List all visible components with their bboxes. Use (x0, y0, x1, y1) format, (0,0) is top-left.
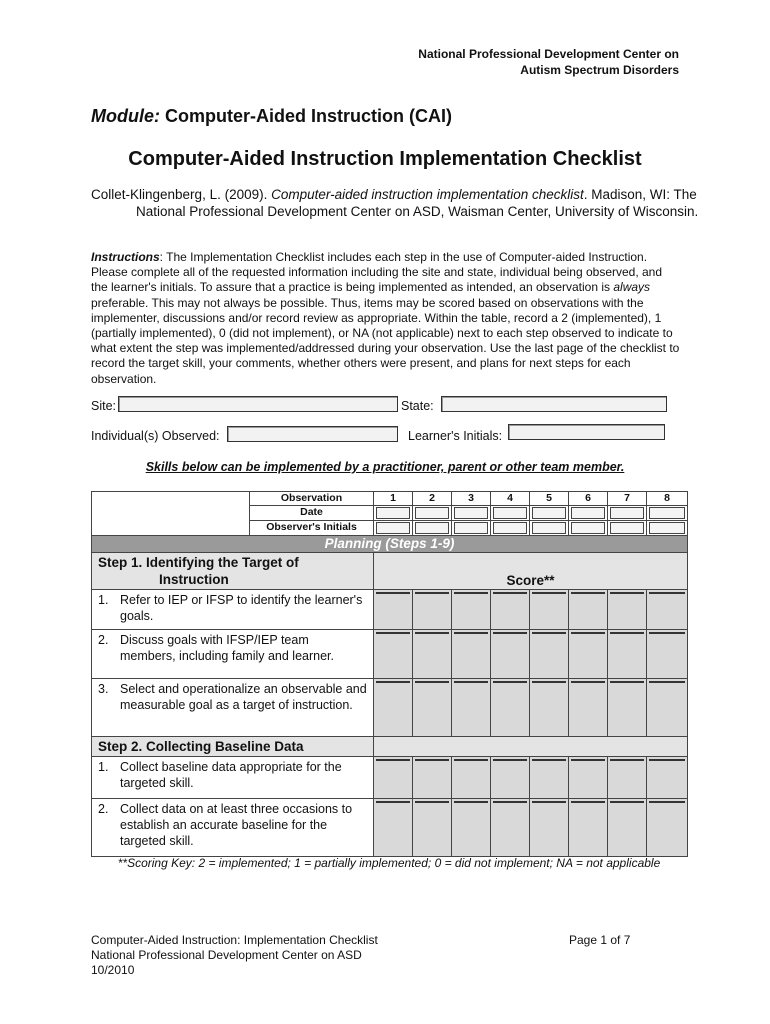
score-input[interactable] (571, 681, 605, 683)
score-input[interactable] (649, 681, 685, 683)
instructions-text-2: preferable. This may not always be possible. Thus, items may be scored based on observations with the implementer, discussions and/or record review as appropriate. Within the table, record a 2 (implemented), 1 (partially implemented), 0 (did not implement), or NA (not applicable) next to each step observed to indicate to what extent the step was implemented/addressed during your observation. Use the last page of the checklist to record the target skill, your comments, whether others were present, and plans for next steps for each observation. (91, 295, 680, 386)
org-line-2: Autism Spectrum Disorders (520, 63, 679, 77)
observation-label: Observation (250, 492, 374, 506)
instructions-label: Instructions (91, 250, 160, 264)
checklist-item: 1. Refer to IEP or IFSP to identify the learner's goals. (92, 590, 374, 630)
observation-number: 7 (608, 492, 647, 506)
observer-initials-input[interactable] (376, 522, 410, 534)
score-input[interactable] (376, 632, 410, 634)
observation-number: 4 (491, 492, 530, 506)
table-row (92, 590, 688, 630)
score-input[interactable] (571, 592, 605, 594)
score-input[interactable] (454, 681, 488, 683)
observer-initials-input[interactable] (610, 522, 644, 534)
table-row (92, 799, 688, 857)
footer-line-2: National Professional Development Center on ASD (91, 948, 362, 962)
org-line-1: National Professional Development Center on (418, 47, 679, 61)
footer (91, 933, 378, 978)
module-title (91, 106, 452, 127)
date-input[interactable] (454, 507, 488, 519)
observer-initials-input[interactable] (571, 522, 605, 534)
individual-observed-input[interactable] (227, 426, 398, 442)
page-number: Page 1 of 7 (569, 933, 631, 947)
observation-number: 2 (413, 492, 452, 506)
observer-initials-label: Observer's Initials (250, 521, 374, 536)
organization-header (418, 46, 679, 78)
citation-work: Computer-aided instruction implementation checklist (271, 187, 584, 202)
score-input[interactable] (376, 592, 410, 594)
date-input[interactable] (493, 507, 527, 519)
observer-initials-input[interactable] (649, 522, 685, 534)
score-input[interactable] (376, 801, 410, 803)
header-blank (92, 492, 250, 536)
learner-initials-input[interactable] (508, 424, 665, 440)
score-input[interactable] (532, 759, 566, 761)
citation (91, 186, 736, 220)
citation-publisher: . Madison, WI: The National Professional Development Center on ASD, Waisman Center, University of Wisconsin. (136, 187, 699, 219)
step-1-title-line-2: Instruction (159, 572, 229, 587)
citation-authors: Collet-Klingenberg, L. (2009). (91, 187, 272, 202)
individual-observed-label: Individual(s) Observed: (91, 429, 220, 443)
score-input[interactable] (493, 681, 527, 683)
module-label: Module: (91, 106, 160, 126)
observation-number: 5 (530, 492, 569, 506)
score-input[interactable] (610, 759, 644, 761)
score-input[interactable] (532, 681, 566, 683)
state-label: State: (401, 399, 434, 413)
score-input[interactable] (571, 759, 605, 761)
item-text: Collect data on at least three occasions to establish an accurate baseline for the targeted skill. (120, 802, 353, 848)
score-input[interactable] (649, 759, 685, 761)
score-input[interactable] (610, 592, 644, 594)
score-input[interactable] (532, 801, 566, 803)
observation-row (92, 492, 688, 506)
observer-initials-input[interactable] (532, 522, 566, 534)
observation-number: 1 (374, 492, 413, 506)
score-input[interactable] (649, 801, 685, 803)
score-input[interactable] (415, 632, 449, 634)
observation-number: 6 (569, 492, 608, 506)
score-input[interactable] (454, 759, 488, 761)
score-input[interactable] (415, 759, 449, 761)
score-input[interactable] (610, 681, 644, 683)
implementation-checklist-table (91, 491, 688, 857)
page-title: Computer-Aided Instruction Implementation Checklist (128, 148, 642, 170)
score-input[interactable] (649, 632, 685, 634)
state-input[interactable] (441, 396, 667, 412)
score-input[interactable] (532, 592, 566, 594)
observer-initials-input[interactable] (415, 522, 449, 534)
module-name: Computer-Aided Instruction (CAI) (165, 106, 452, 126)
date-input[interactable] (610, 507, 644, 519)
instructions-text-1: : The Implementation Checklist includes each step in the use of Computer-aided Instruction. Please complete all of the requested information including the site and state, individual being observed, and the learner's initials. To assure that a practice is being implemented as intended, an observation is (91, 250, 663, 295)
step-2-score-header (374, 737, 688, 757)
score-header: Score** (374, 553, 688, 590)
section-planning: Planning (Steps 1-9) (92, 536, 688, 553)
score-input[interactable] (376, 759, 410, 761)
date-input[interactable] (415, 507, 449, 519)
step-2-title: Step 2. Collecting Baseline Data (92, 737, 374, 757)
date-input[interactable] (571, 507, 605, 519)
date-label: Date (250, 506, 374, 521)
site-input[interactable] (118, 396, 398, 412)
instructions-paragraph (91, 250, 681, 387)
score-input[interactable] (454, 592, 488, 594)
instructions-always: always (613, 280, 651, 295)
item-text: Refer to IEP or IFSP to identify the learner's goals. (120, 593, 363, 623)
item-text: Discuss goals with IFSP/IEP team members, including family and learner. (120, 633, 334, 663)
score-input[interactable] (454, 632, 488, 634)
score-input[interactable] (376, 681, 410, 683)
observation-number: 8 (647, 492, 688, 506)
score-input[interactable] (571, 801, 605, 803)
checklist-item: 1. Collect baseline data appropriate for the targeted skill. (92, 757, 374, 799)
footer-line-1: Computer-Aided Instruction: Implementation Checklist (91, 933, 378, 947)
checklist-item: 2. Discuss goals with IFSP/IEP team members, including family and learner. (92, 630, 374, 679)
site-label: Site: (91, 399, 117, 413)
score-input[interactable] (454, 801, 488, 803)
date-input[interactable] (376, 507, 410, 519)
footer-line-3: 10/2010 (91, 963, 135, 977)
score-input[interactable] (493, 592, 527, 594)
item-text: Select and operationalize an observable and measurable goal as a target of instruction. (120, 682, 367, 712)
table-row (92, 757, 688, 799)
score-input[interactable] (415, 681, 449, 683)
score-input[interactable] (493, 632, 527, 634)
checklist-item: 3. Select and operationalize an observable and measurable goal as a target of instruction. (92, 679, 374, 737)
score-input[interactable] (415, 592, 449, 594)
table-row (92, 630, 688, 679)
item-text: Collect baseline data appropriate for the targeted skill. (120, 760, 342, 790)
score-input[interactable] (610, 801, 644, 803)
score-input[interactable] (532, 632, 566, 634)
observer-initials-input[interactable] (454, 522, 488, 534)
score-input[interactable] (493, 801, 527, 803)
table-row (92, 679, 688, 737)
observer-initials-input[interactable] (493, 522, 527, 534)
score-input[interactable] (649, 592, 685, 594)
date-input[interactable] (649, 507, 685, 519)
date-input[interactable] (532, 507, 566, 519)
step-1-title (92, 553, 374, 590)
learner-initials-label: Learner's Initials: (408, 429, 503, 443)
checklist-item: 2. Collect data on at least three occasions to establish an accurate baseline for the targeted skill. (92, 799, 374, 857)
score-input[interactable] (610, 632, 644, 634)
score-input[interactable] (415, 801, 449, 803)
score-input[interactable] (571, 632, 605, 634)
scoring-key: **Scoring Key: 2 = implemented; 1 = partially implemented; 0 = did not implement; NA = not applicable (117, 856, 661, 870)
step-1-title-line-1: Step 1. Identifying the Target of (98, 555, 299, 570)
skills-note: Skills below can be implemented by a practitioner, parent or other team member. (145, 460, 625, 474)
score-input[interactable] (493, 759, 527, 761)
observation-number: 3 (452, 492, 491, 506)
